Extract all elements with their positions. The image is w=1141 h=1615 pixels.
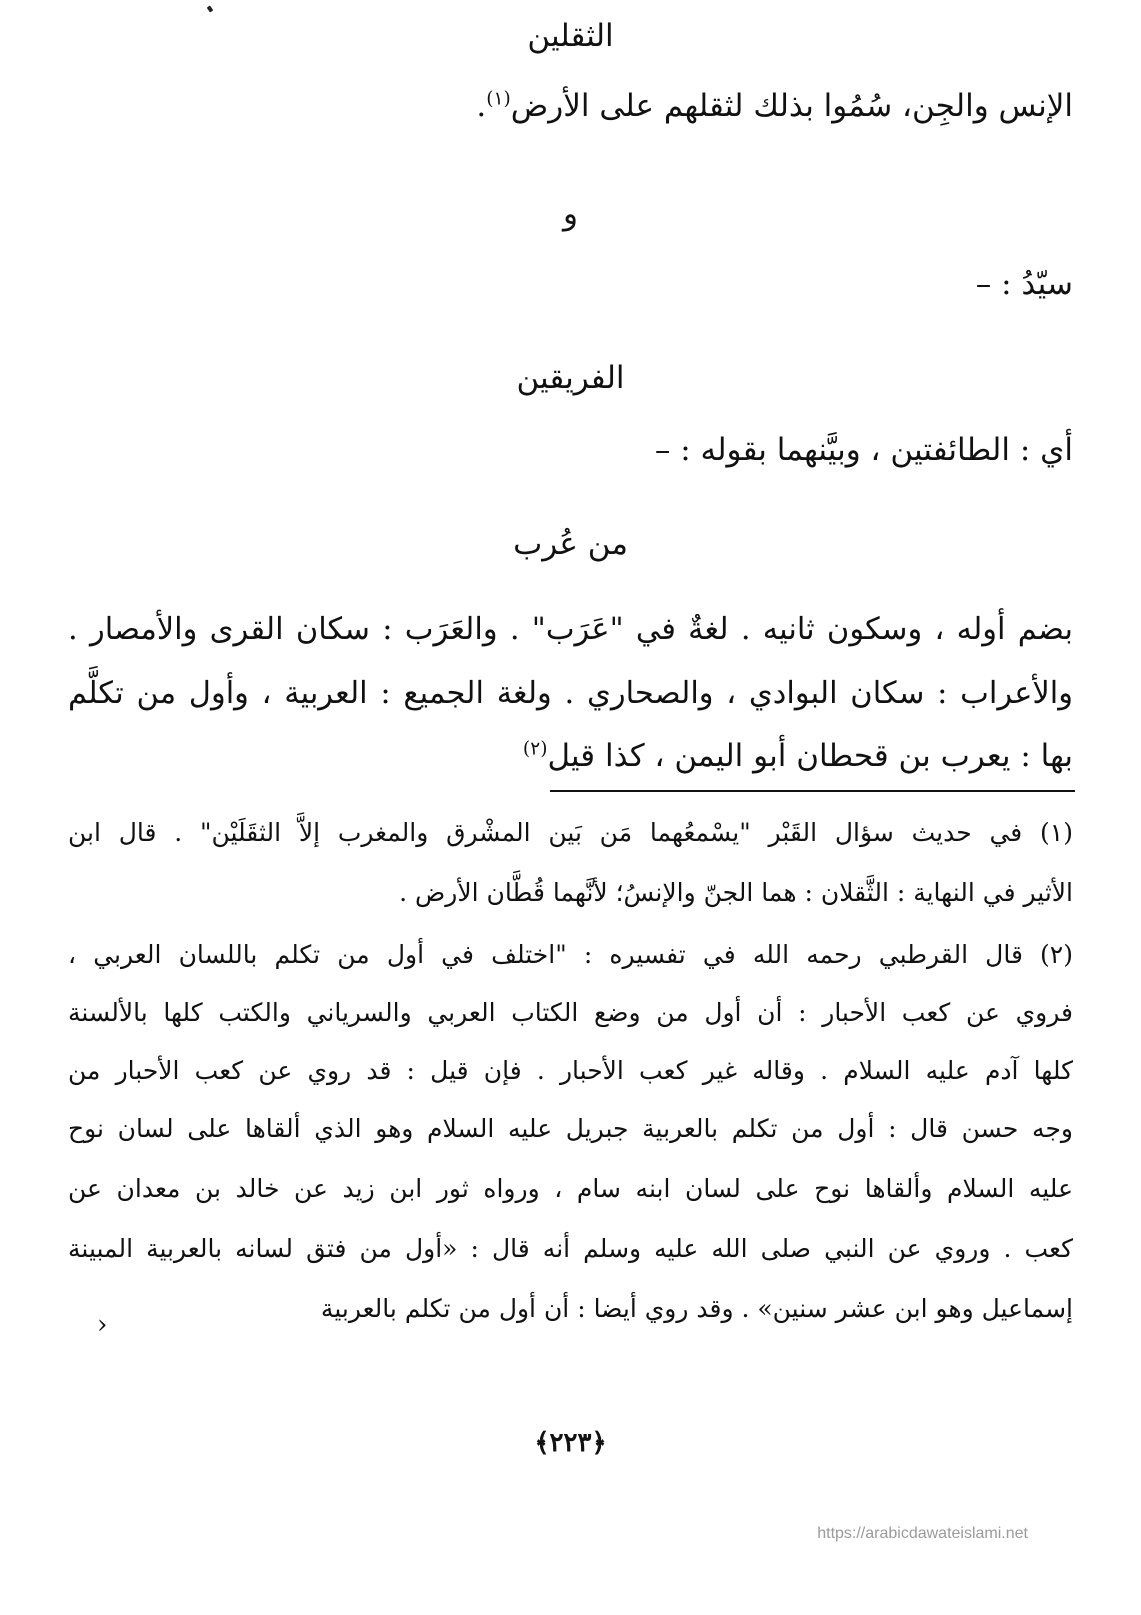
- entry-sayyid: سيّدُ : –: [975, 266, 1073, 302]
- watermark-url: https://arabicdawateislami.net: [817, 1525, 1028, 1542]
- footnote-2-line-4: وجه حسن قال : أول من تكلم بالعربية جبريل عليه السلام وهو الذي ألقاها على لسان نوح: [68, 1114, 1073, 1143]
- footnote-2-line-5: عليه السلام وألقاها نوح على لسان ابنه سام ، ورواه ثور ابن زيد عن خالد بن معدان عن: [68, 1174, 1073, 1203]
- entry-heading-fariqayn: الفريقين: [516, 360, 625, 396]
- paragraph-line-1: بضم أوله ، وسكون ثانيه . لغةٌ في "عَرَب" . والعَرَب : سكان القرى والأمصار .: [68, 612, 1073, 647]
- stray-mark: [207, 5, 214, 12]
- footnote-2-line-3: كلها آدم عليه السلام . وقاله غير كعب الأحبار . فإن قيل : قد روي عن كعب الأحبار من: [68, 1056, 1073, 1085]
- entry-definition-fariqayn: أي : الطائفتين ، وبيَّنهما بقوله : –: [654, 432, 1073, 468]
- definition-text: الإنس والجِن، سُمُوا بذلك لثقلهم على الأرض: [510, 88, 1073, 124]
- definition-period: .: [476, 88, 487, 124]
- entry-definition-thaqalayn: [476, 88, 1073, 124]
- footnote-2-line-1: (٢) قال القرطبي رحمه الله في تفسيره : "اختلف في أول من تكلم باللسان العربي ،: [68, 940, 1073, 969]
- footnote-2-line-2: فروي عن كعب الأحبار : أن أول من وضع الكتاب العربي والسرياني والكتب كلها بالألسنة: [68, 998, 1073, 1027]
- footnote-1-line-2: الأثير في النهاية : الثَّقلان : هما الجنّ والإنسُ؛ لأنَّهما قُطَّان الأرض .: [399, 878, 1073, 907]
- entry-heading-urb: من عُرب: [513, 526, 628, 562]
- entry-heading-thaqalayn: الثقلين: [527, 18, 614, 54]
- verse-word-wa: و: [563, 196, 578, 232]
- footnote-ref-1: (١): [486, 88, 511, 110]
- paragraph-line-2: والأعراب : سكان البوادي ، والصحاري . ولغة الجميع : العربية ، وأول من تكلَّم: [68, 676, 1073, 711]
- footnote-ref-2: (٢): [522, 738, 548, 760]
- footnote-separator: [550, 790, 1075, 792]
- continuation-mark: ›: [97, 1310, 108, 1340]
- footnote-2-line-6: كعب . وروي عن النبي صلى الله عليه وسلم أنه قال : «أول من فتق لسانه بالعربية المبينة: [68, 1234, 1073, 1263]
- paragraph-line-3: [523, 738, 1073, 774]
- footnote-1-line-1: (١) في حديث سؤال القَبْر "يسْمعُهما مَن بَين المشْرق والمغرب إلاَّ الثقَلَيْن" . قال ابن: [68, 818, 1073, 847]
- footnote-2-line-7: إسماعيل وهو ابن عشر سنين» . وقد روي أيضا : أن أول من تكلم بالعربية: [320, 1294, 1073, 1323]
- page-number: ﴿٢٢٣﴾: [534, 1428, 607, 1458]
- paragraph-line-3-text: بها : يعرب بن قحطان أبو اليمن ، كذا قيل: [547, 738, 1073, 774]
